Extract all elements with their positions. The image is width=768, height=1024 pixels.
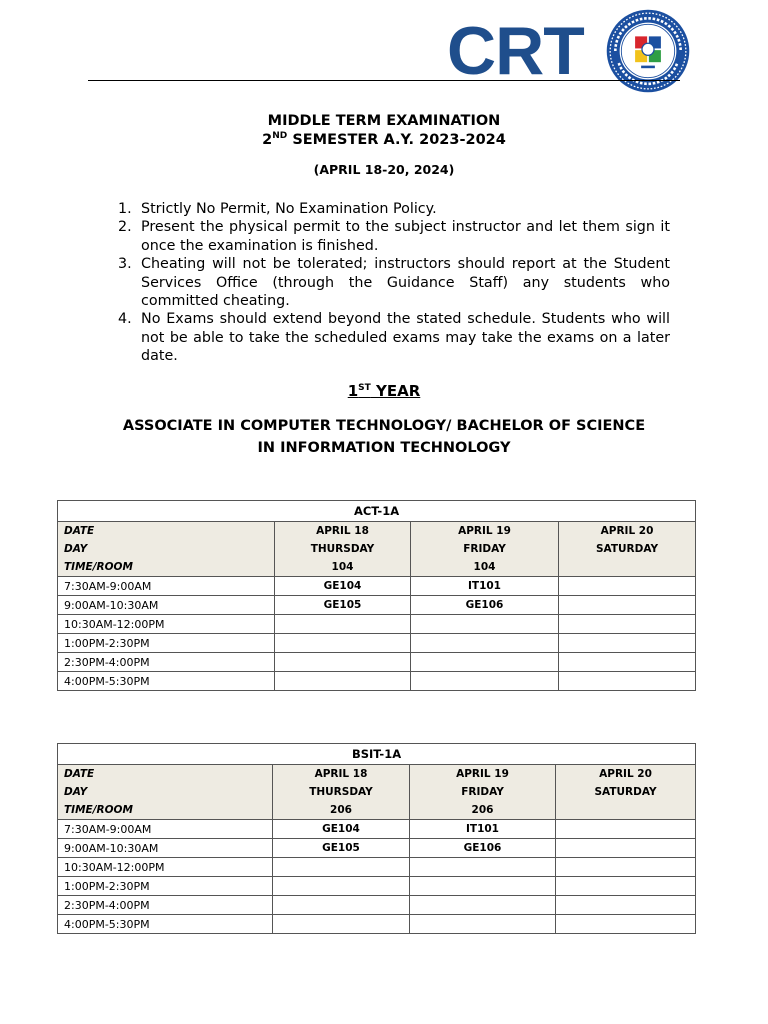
date-label: DATE: [58, 522, 275, 541]
date-cell: APRIL 20: [559, 522, 696, 541]
day-label: DAY: [58, 540, 275, 558]
room-cell: 206: [273, 801, 410, 820]
table-row: 10:30AM-12:00PM: [58, 615, 696, 634]
date-cell: APRIL 19: [411, 522, 559, 541]
day-cell: THURSDAY: [275, 540, 411, 558]
table-row: 9:00AM-10:30AM GE105 GE106: [58, 839, 696, 858]
time-room-label: TIME/ROOM: [58, 801, 273, 820]
day-label: DAY: [58, 783, 273, 801]
time-room-label: TIME/ROOM: [58, 558, 275, 577]
college-seal-icon: [605, 8, 691, 94]
date-cell: APRIL 18: [273, 765, 410, 784]
policy-item: 3. Cheating will not be tolerated; instructors should report at the Student Services Office (through the Guidance Staff) any students who committed cheating.: [118, 256, 670, 310]
table-row: 2:30PM-4:00PM: [58, 653, 696, 672]
program-heading: ASSOCIATE IN COMPUTER TECHNOLOGY/ BACHELOR OF SCIENCE IN INFORMATION TECHNOLOGY: [122, 418, 646, 456]
schedule-table-act-1a: [57, 500, 696, 691]
table-row: 7:30AM-9:00AM GE104 IT101: [58, 820, 696, 839]
table-row: 9:00AM-10:30AM GE105 GE106: [58, 596, 696, 615]
schedule-table-bsit-1a: [57, 743, 696, 934]
date-cell: APRIL 19: [410, 765, 556, 784]
date-cell: APRIL 20: [556, 765, 696, 784]
table-row: 1:00PM-2:30PM: [58, 634, 696, 653]
table-row: 1:00PM-2:30PM: [58, 877, 696, 896]
table-row: 7:30AM-9:00AM GE104 IT101: [58, 577, 696, 596]
day-cell: THURSDAY: [273, 783, 410, 801]
room-cell: 104: [275, 558, 411, 577]
room-cell: [556, 801, 696, 820]
date-cell: APRIL 18: [275, 522, 411, 541]
policy-item: 1. Strictly No Permit, No Examination Policy.: [118, 201, 437, 217]
year-heading: 1ST YEAR: [347, 382, 421, 400]
day-cell: SATURDAY: [556, 783, 696, 801]
section-title: BSIT-1A: [58, 744, 696, 765]
section-title: ACT-1A: [58, 501, 696, 522]
policy-list: [118, 200, 670, 366]
day-cell: SATURDAY: [559, 540, 696, 558]
semester-title: 2ND SEMESTER A.Y. 2023-2024: [262, 131, 506, 148]
day-cell: FRIDAY: [410, 783, 556, 801]
date-label: DATE: [58, 765, 273, 784]
exam-dates: (APRIL 18-20, 2024): [313, 162, 455, 177]
table-row: 2:30PM-4:00PM: [58, 896, 696, 915]
room-cell: [559, 558, 696, 577]
header-divider: [88, 80, 680, 81]
exam-title: MIDDLE TERM EXAMINATION: [267, 113, 501, 129]
day-cell: FRIDAY: [411, 540, 559, 558]
policy-item: 2. Present the physical permit to the subject instructor and let them sign it once the examination is finished.: [118, 219, 670, 254]
room-cell: 104: [411, 558, 559, 577]
table-row: 4:00PM-5:30PM: [58, 915, 696, 934]
table-row: 4:00PM-5:30PM: [58, 672, 696, 691]
room-cell: 206: [410, 801, 556, 820]
policy-item: 4. No Exams should extend beyond the stated schedule. Students who will not be able to take the scheduled exams may take the exams on a later date.: [118, 311, 670, 365]
table-row: 10:30AM-12:00PM: [58, 858, 696, 877]
crt-logo-text: CRT: [447, 13, 584, 89]
